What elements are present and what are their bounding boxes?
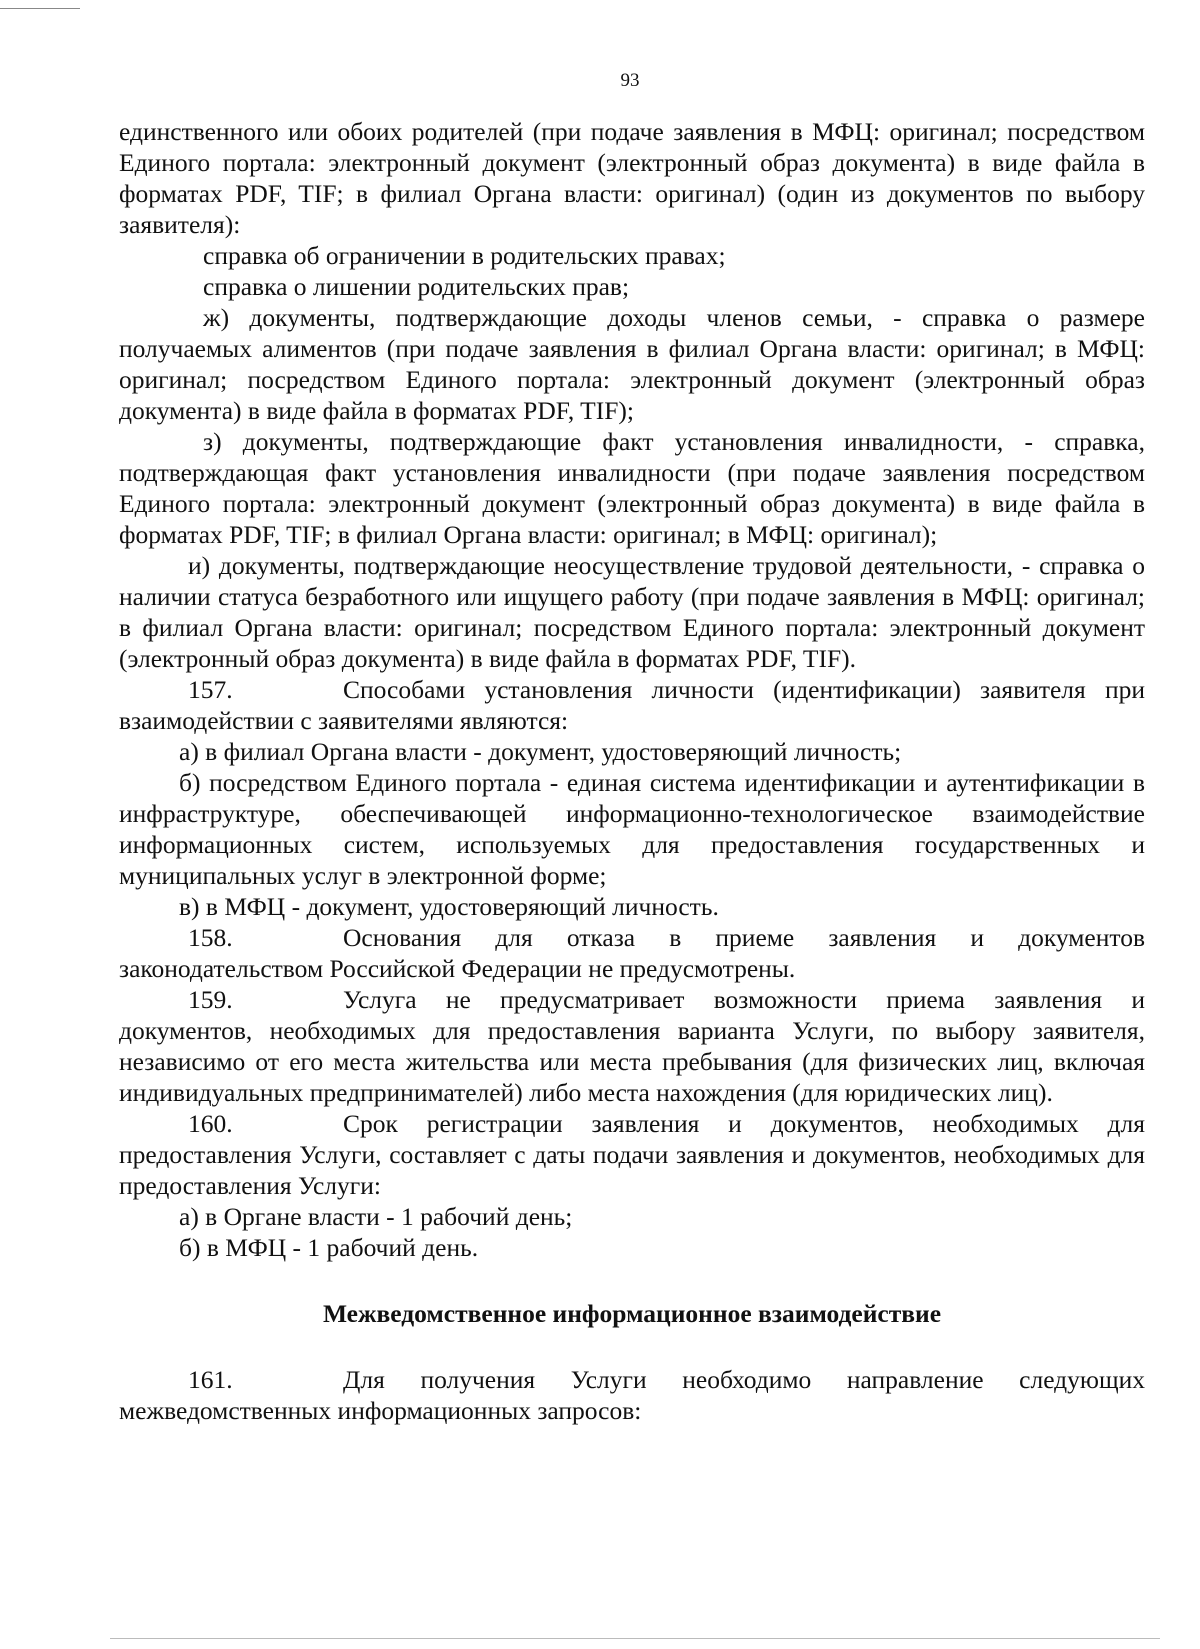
clause-number: 160. [188,1109,233,1138]
paragraph-159 [119,984,1145,1108]
paragraph-list-item: б) посредством Единого портала - единая система идентификации и аутентификации в инфраструктуре, обеспечивающей информационно-технологическое взаимодействие информационных систем, используемых для предоставления государственных и муниципальных услуг в электронной форме; [119,768,1145,890]
clause-text: Основания для отказа в приеме заявления и документов законодательством Российской Федерации не предусмотрены. [119,923,1145,983]
clause-number: 157. [188,675,233,704]
paragraph-list-item: справка о лишении родительских прав; [203,272,630,301]
section-heading: Межведомственное информационное взаимодействие [322,1299,942,1328]
document-body [119,116,1145,1426]
paragraph-157 [119,674,1145,736]
paragraph-list-item: а) в Органе власти - 1 рабочий день; [179,1202,573,1231]
paragraph-list-item: в) в МФЦ - документ, удостоверяющий личность. [179,892,719,921]
clause-text: Услуга не предусматривает возможности приема заявления и документов, необходимых для предоставления варианта Услуги, по выбору заявителя, независимо от его места жительства или места пребывания (для физических лиц, включая индивидуальных предпринимателей) либо места нахождения (для юридических лиц). [119,985,1145,1107]
paragraph-158 [119,922,1145,984]
clause-text: Срок регистрации заявления и документов, необходимых для предоставления Услуги, составляет с даты подачи заявления и документов, необходимых для предоставления Услуги: [119,1109,1145,1200]
scan-edge-bottom [110,1638,1160,1639]
paragraph-item-z: з) документы, подтверждающие факт установления инвалидности, - справка, подтверждающая факт установления инвалидности (при подаче заявления посредством Единого портала: электронный документ (электронный образ документа) в виде файла в форматах PDF, TIF; в филиал Органа власти: оригинал; в МФЦ: оригинал); [119,427,1145,549]
paragraph-list-item: а) в филиал Органа власти - документ, удостоверяющий личность; [179,737,902,766]
paragraph-160 [119,1108,1145,1201]
clause-number: 158. [188,923,233,952]
clause-text: Для получения Услуги необходимо направление следующих межведомственных информационных запросов: [119,1365,1145,1425]
page-number: 93 [620,70,640,91]
paragraph-161 [119,1364,1145,1426]
paragraph-continuation: единственного или обоих родителей (при подаче заявления в МФЦ: оригинал; посредством Единого портала: электронный документ (электронный образ документа) в виде файла в форматах PDF, TIF; в филиал Органа власти: оригинал) (один из документов по выбору заявителя): [119,117,1145,239]
paragraph-item-zh: ж) документы, подтверждающие доходы членов семьи, - справка о размере получаемых алиментов (при подаче заявления в филиал Органа власти: оригинал; в МФЦ: оригинал; посредством Единого портала: электронный документ (электронный образ документа) в виде файла в форматах PDF, TIF); [119,303,1145,425]
clause-text: Способами установления личности (идентификации) заявителя при взаимодействии с заявителями являются: [119,675,1145,735]
scan-edge-top [0,8,80,9]
paragraph-item-i: и) документы, подтверждающие неосуществление трудовой деятельности, - справка о наличии статуса безработного или ищущего работу (при подаче заявления в МФЦ: оригинал; в филиал Органа власти: оригинал; посредством Единого портала: электронный документ (электронный образ документа) в виде файла в форматах PDF, TIF). [119,551,1145,673]
clause-number: 161. [188,1365,233,1394]
clause-number: 159. [188,985,233,1014]
paragraph-list-item: справка об ограничении в родительских правах; [203,241,726,270]
paragraph-list-item: б) в МФЦ - 1 рабочий день. [179,1233,479,1262]
